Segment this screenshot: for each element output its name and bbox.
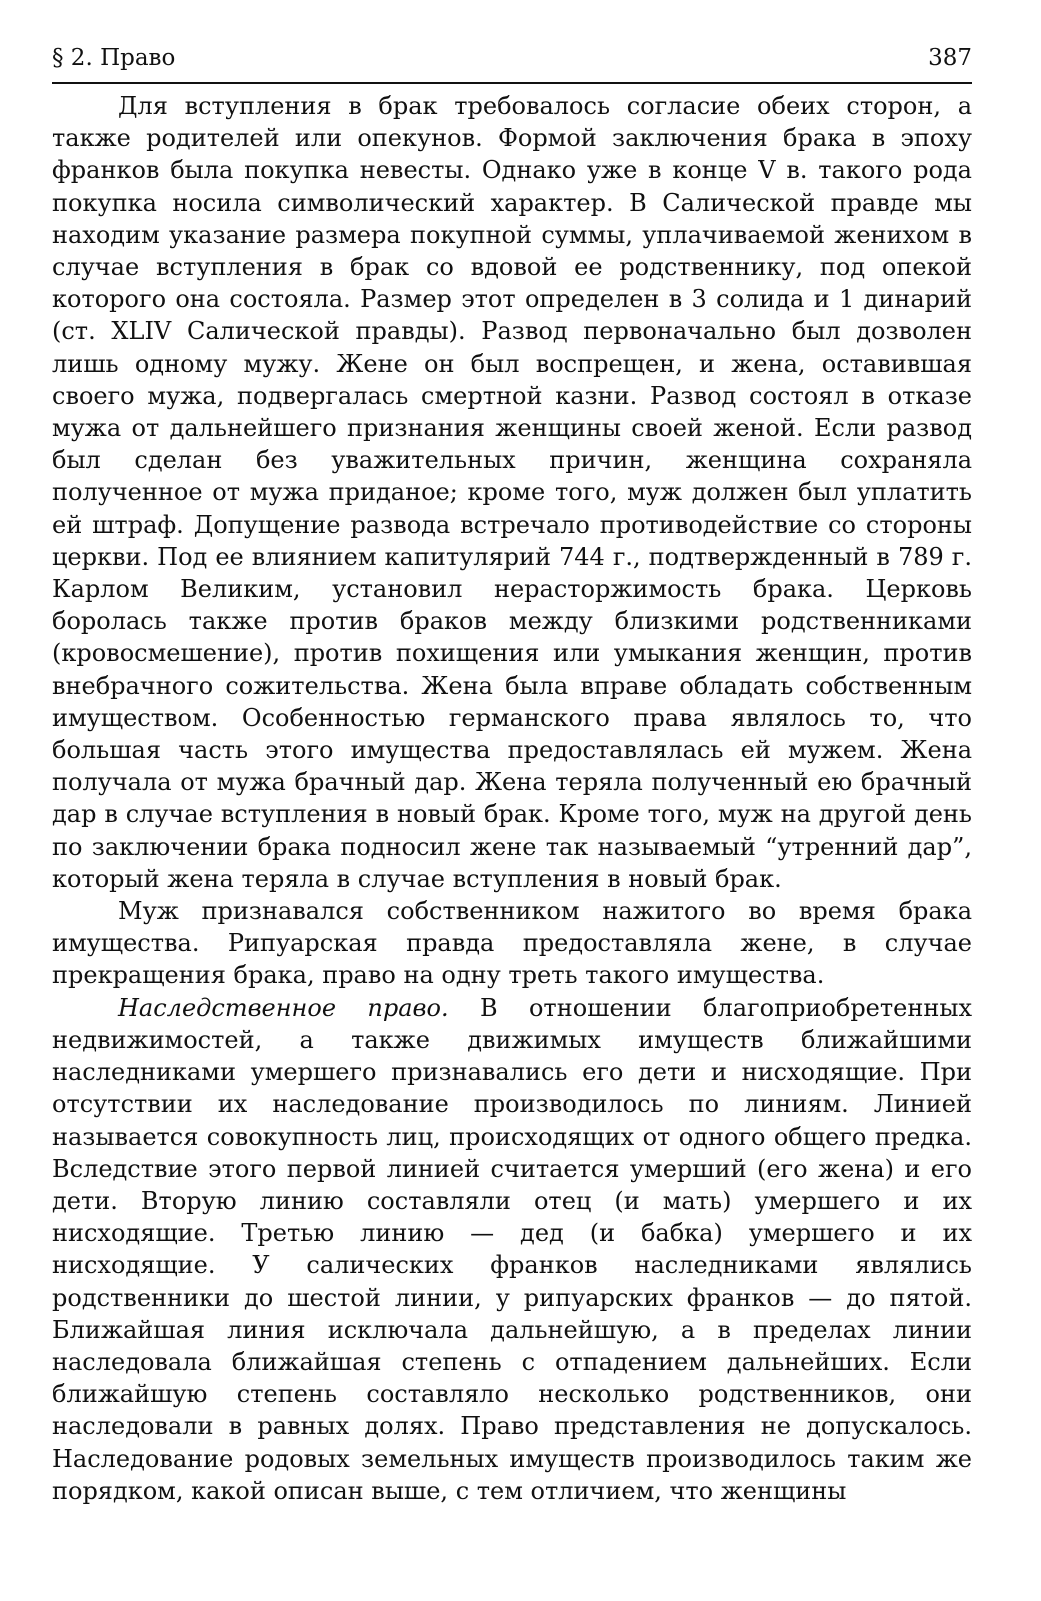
- body-text: [52, 90, 972, 1507]
- paragraph-marriage: [52, 90, 972, 895]
- running-header: [52, 40, 972, 84]
- paragraph-text: Муж признавался собственником нажитого во время брака имущества. Рипуарская правда предоставляла жене, в случае прекращения брака, право на одну треть такого имущества.: [52, 897, 972, 990]
- paragraph-inheritance: [52, 992, 972, 1507]
- paragraph-text: Для вступления в брак требовалось согласие обеих сторон, а также родителей или опекунов. Формой заключения брака в эпоху франков была покупка невесты. Однако уже в конце V в. такого рода покупка носила символический характер. В Салической правде мы находим указание размера покупной суммы, уплачиваемой женихом в случае вступления в брак со вдовой ее родственнику, под опекой которого она состояла. Размер этот определен в 3 солида и 1 динарий (ст. XLIV Салической правды). Развод первоначально был дозволен лишь одному мужу. Жене он был воспрещен, и жена, оставившая своего мужа, подвергалась смертной казни. Развод состоял в отказе мужа от дальнейшего признания женщины своей женой. Если развод был сделан без уважительных причин, женщина сохраняла полученное от мужа приданое; кроме того, муж должен был уплатить ей штраф. Допущение развода встречало противодействие со стороны церкви. Под ее влиянием капитулярий 744 г., подтвержденный в 789 г. Карлом Великим, установил нерасторжимость брака. Церковь боролась также против браков между близкими родственниками (кровосмешение), против похищения или умыкания женщин, против внебрачного сожительства. Жена была вправе обладать собственным имуществом. Особенностью германского права являлось то, что большая часть этого имущества предоставлялась ей мужем. Жена получала от мужа брачный дар. Жена теряла полученный ею брачный дар в случае вступления в новый брак. Кроме того, муж на другой день по заключении брака подносил жене так называемый “утренний дар”, который жена теряла в случае вступления в новый брак.: [52, 92, 972, 893]
- paragraph-property: [52, 895, 972, 992]
- section-title: § 2. Право: [52, 45, 176, 71]
- paragraph-lead: Наследственное право.: [118, 993, 449, 1022]
- paragraph-text: В отношении благоприобретенных недвижимостей, а также движимых имуществ ближайшими наследниками умершего признавались его дети и нисходящие. При отсутствии их наследование производилось по линиям. Линией называется совокупность лиц, происходящих от одного общего предка. Вследствие этого первой линией считается умерший (его жена) и его дети. Вторую линию составляли отец (и мать) умершего и их нисходящие. Третью линию — дед (и бабка) умершего и их нисходящие. У салических франков наследниками являлись родственники до шестой линии, у рипуарских франков — до пятой. Ближайшая линия исключала дальнейшую, а в пределах линии наследовала ближайшая степень с отпадением дальнейших. Если ближайшую степень составляло несколько родственников, они наследовали в равных долях. Право представления не допускалось. Наследование родовых земельных имуществ производилось таким же порядком, какой описан выше, с тем отличием, что женщины: [52, 993, 972, 1505]
- page-number: 387: [928, 45, 972, 71]
- book-page: [52, 40, 972, 1507]
